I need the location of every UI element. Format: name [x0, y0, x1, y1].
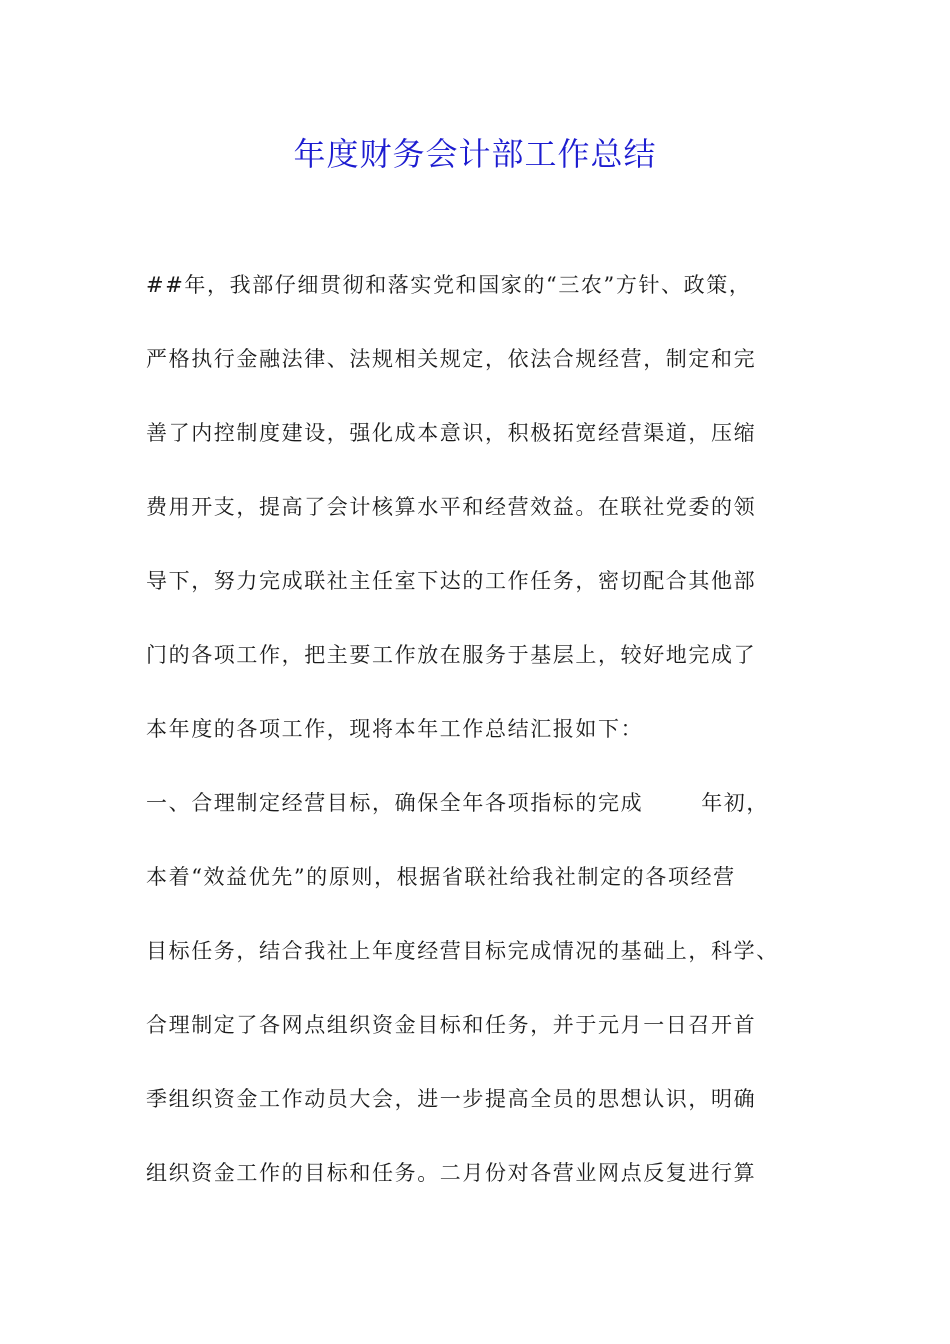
body-line-6: 门的各项工作，把主要工作放在服务于基层上，较好地完成了 — [146, 643, 757, 667]
document-title: 年度财务会计部工作总结 — [293, 135, 657, 173]
body-line-5: 导下，努力完成联社主任室下达的工作任务，密切配合其他部 — [146, 569, 757, 593]
section-heading: 一、合理制定经营目标，确保全年各项指标的完成 — [146, 791, 644, 815]
document-body — [146, 262, 836, 1224]
body-line-2: 严格执行金融法律、法规相关规定，依法合规经营，制定和完 — [146, 347, 757, 371]
body-line-3: 善了内控制度建设，强化成本意识，积极拓宽经营渠道，压缩 — [146, 421, 757, 445]
body-line-7: 本年度的各项工作，现将本年工作总结汇报如下： — [146, 717, 644, 741]
section-heading-tail: 年初， — [701, 791, 770, 815]
body-line-4: 费用开支，提高了会计核算水平和经营效益。在联社党委的领 — [146, 495, 757, 519]
section-heading-line — [146, 780, 836, 854]
body-line-12: 季组织资金工作动员大会，进一步提高全员的思想认识，明确 — [146, 1087, 757, 1111]
body-line-10: 目标任务，结合我社上年度经营目标完成情况的基础上，科学、 — [146, 939, 779, 963]
body-line-13: 组织资金工作的目标和任务。二月份对各营业网点反复进行算 — [146, 1161, 757, 1185]
body-line-9: 本着“效益优先”的原则，根据省联社给我社制定的各项经营 — [146, 865, 736, 889]
body-line-1: ##年，我部仔细贯彻和落实党和国家的“三农”方针、政策， — [146, 273, 752, 297]
body-line-11: 合理制定了各网点组织资金目标和任务，并于元月一日召开首 — [146, 1013, 757, 1037]
